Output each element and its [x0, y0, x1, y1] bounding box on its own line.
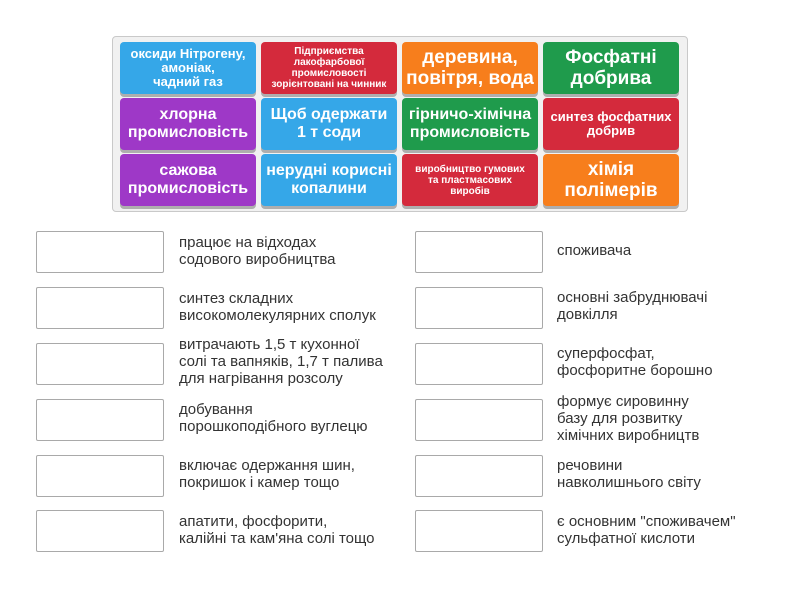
tile-label: синтез фосфатних добрив	[550, 109, 672, 138]
tile-wood-air-water[interactable]	[402, 42, 538, 94]
drop-slot-right-6[interactable]	[415, 510, 543, 552]
tile-label: нерудні корисні копалини	[266, 162, 392, 197]
tile-nitrogen-oxides[interactable]	[120, 42, 256, 94]
description-left-2: синтез складних високомолекулярних сполук	[179, 290, 376, 324]
tile-label: сажова промисловість	[127, 162, 249, 197]
tile-label: Підприємства лакофарбової промисловості зорієнтовані на чинник	[271, 46, 387, 90]
drop-slot-right-1[interactable]	[415, 231, 543, 273]
drop-slot-left-1[interactable]	[36, 231, 164, 273]
tile-soot-industry[interactable]	[120, 154, 256, 206]
description-right-3: суперфосфат, фосфоритне борошно	[557, 345, 713, 379]
drop-slot-left-5[interactable]	[36, 455, 164, 497]
description-left-5: включає одержання шин, покришок і камер тощо	[179, 457, 355, 491]
tile-nonmetallic-minerals[interactable]	[261, 154, 397, 206]
description-left-1: працює на відходах содового виробництва	[179, 234, 336, 268]
tile-label: хімія полімерів	[564, 159, 658, 201]
tile-polymer-chemistry[interactable]	[543, 154, 679, 206]
drop-slot-right-4[interactable]	[415, 399, 543, 441]
drop-slot-left-4[interactable]	[36, 399, 164, 441]
tile-chlorine-industry[interactable]	[120, 98, 256, 150]
description-left-4: добування порошкоподібного вуглецю	[179, 401, 368, 435]
tile-soda-production[interactable]	[261, 98, 397, 150]
tile-phosphate-fertilizers[interactable]	[543, 42, 679, 94]
tile-phosphate-synthesis[interactable]	[543, 98, 679, 150]
answer-bank	[112, 36, 688, 212]
drop-slot-left-6[interactable]	[36, 510, 164, 552]
description-left-6: апатити, фосфорити, калійні та кам'яна солі тощо	[179, 513, 375, 547]
tile-mining-chemical[interactable]	[402, 98, 538, 150]
drop-slot-right-2[interactable]	[415, 287, 543, 329]
drop-slot-left-2[interactable]	[36, 287, 164, 329]
drop-slot-right-5[interactable]	[415, 455, 543, 497]
tile-label: виробництво гумових та пластмасових виробів	[415, 163, 525, 197]
tile-label: Фосфатні добрива	[565, 47, 657, 89]
tile-label: хлорна промисловість	[127, 106, 249, 141]
description-right-2: основні забруднювачі довкілля	[557, 289, 708, 323]
tile-label: оксиди Нітрогену, амоніак, чадний газ	[130, 46, 246, 89]
tile-label: деревина, повітря, вода	[406, 47, 534, 89]
tile-label: Щоб одержати 1 т соди	[270, 106, 388, 141]
description-left-3: витрачають 1,5 т кухонної солі та вапняків, 1,7 т палива для нагрівання розсолу	[179, 336, 383, 387]
tile-label: гірничо-хімічна промисловість	[408, 106, 532, 141]
drop-slot-left-3[interactable]	[36, 343, 164, 385]
description-right-6: є основним "споживачем" сульфатної кислоти	[557, 513, 736, 547]
description-right-5: речовини навколишнього світу	[557, 457, 701, 491]
description-right-4: формує сировинну базу для розвитку хімічних виробництв	[557, 393, 700, 444]
description-right-1: споживача	[557, 242, 632, 259]
drop-slot-right-3[interactable]	[415, 343, 543, 385]
tile-paint-industry[interactable]	[261, 42, 397, 94]
tile-rubber-plastics[interactable]	[402, 154, 538, 206]
